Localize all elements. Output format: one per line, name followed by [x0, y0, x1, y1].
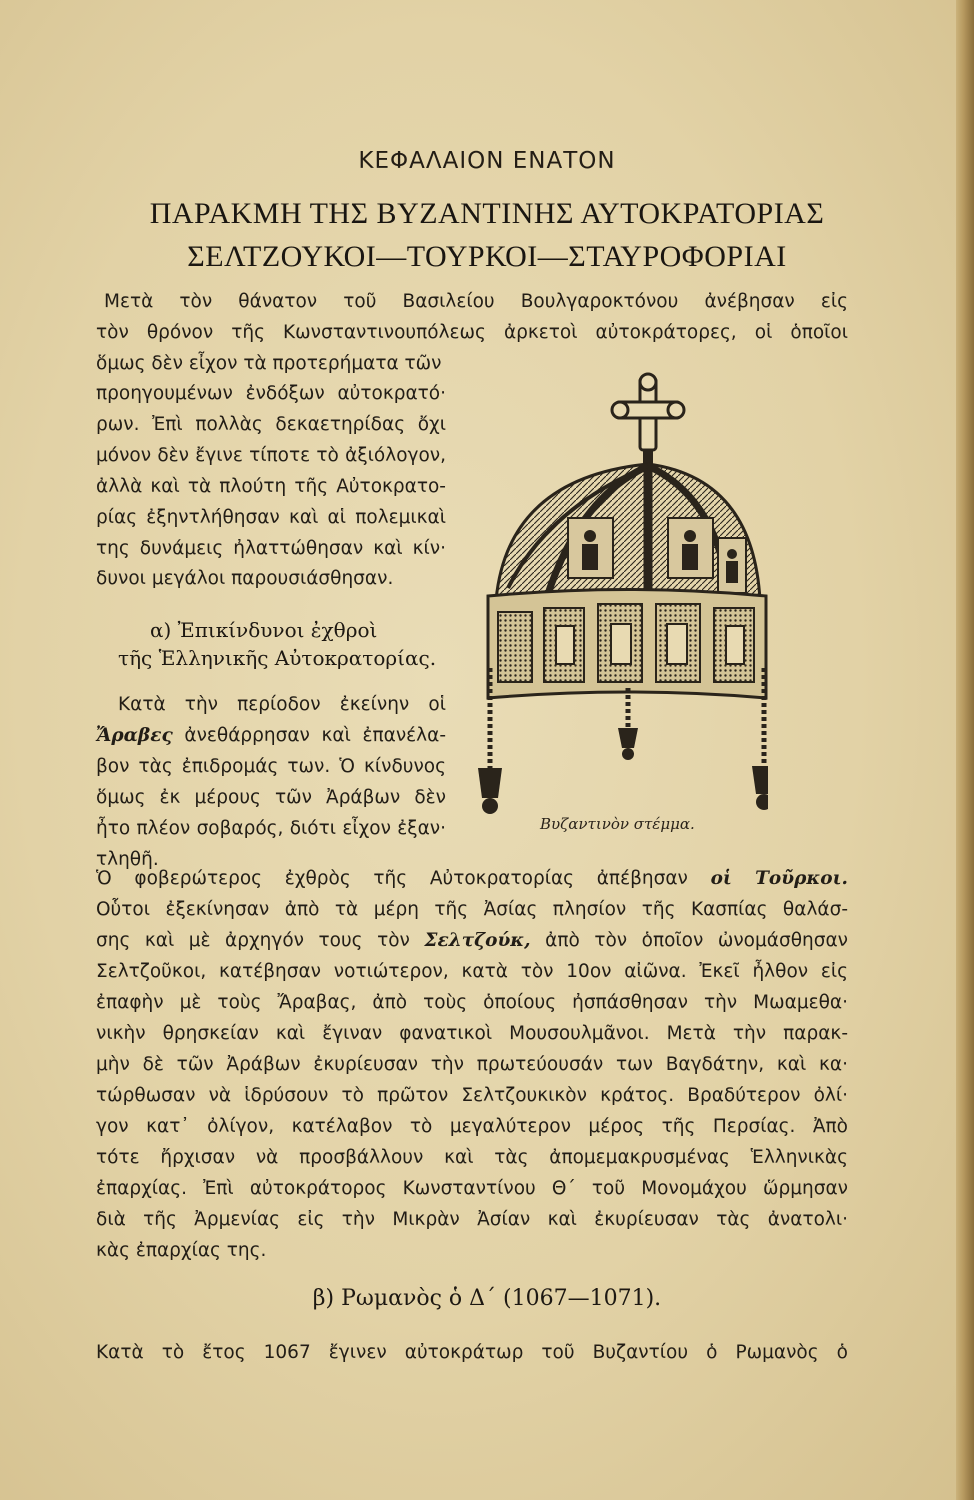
intro-line-10: δυνοι μεγάλοι παρουσιάσθησαν.: [96, 568, 394, 589]
turks-line-10: τότε ἤρχισαν νὰ προσβάλλουν καὶ τὰς ἀπομεμακρυσμένας Ἑλληνικὰς: [96, 1147, 848, 1168]
turks-line-1: [96, 868, 848, 889]
turks-line-9: γον κατ᾿ ὀλίγον, κατέλαβον τὸ μεγαλύτερον μέρος τῆς Περσίας. Ἀπὸ: [96, 1116, 848, 1137]
turks-line-5: ἐπαφὴν μὲ τοὺς Ἄραβας, ἀπὸ τοὺς ὁποίους ἠσπάσθησαν τὴν Μωαμεθα·: [96, 992, 848, 1013]
romanos-line-1: Κατὰ τὸ ἔτος 1067 ἔγινεν αὐτοκράτωρ τοῦ Βυζαντίου ὁ Ρωμανὸς ὁ: [96, 1342, 848, 1363]
turks-line-11: ἐπαρχίας. Ἐπὶ αὐτοκράτορος Κωνσταντίνου Θ΄ τοῦ Μονομάχου ὥρμησαν: [96, 1178, 848, 1199]
turks-line-3-rest: ἀπὸ τὸν ὁποῖον ὠνομάσθησαν: [530, 930, 848, 951]
subheading-b: β) Ρωμανὸς ὁ Δ΄ (1067—1071).: [312, 1286, 662, 1311]
intro-line-4: προηγουμένων ἐνδόξων αὐτοκρατό·: [96, 383, 446, 404]
turks-line-6: νικὴν θρησκείαν καὶ ἔγιναν φανατικοὶ Μουσουλμᾶνοι. Μετὰ τὴν παρακ-: [96, 1023, 848, 1044]
turks-line-2: Οὗτοι ἐξεκίνησαν ἀπὸ τὰ μέρη τῆς Ἀσίας πλησίον τῆς Κασπίας θαλάσ-: [96, 899, 848, 920]
subheading-a-line-1: α) Ἐπικίνδυνοι ἐχθροὶ: [150, 618, 378, 642]
crown-illustration: [468, 368, 768, 823]
arabs-line-5: ἦτο πλέον σοβαρός, διότι εἶχον ἐξαν·: [96, 818, 446, 839]
turks-line-3-start: σης καὶ μὲ ἀρχηγόν τους τὸν: [96, 930, 425, 951]
seltzouk-italic: Σελτζούκ,: [424, 930, 531, 951]
subheading-a-line-2: τῆς Ἑλληνικῆς Αὐτοκρατορίας.: [118, 646, 437, 670]
turks-line-3: [96, 930, 848, 951]
intro-line-8: ρίας ἐξηντλήθησαν καὶ αἱ πολεμικαὶ: [96, 507, 446, 528]
intro-line-5: ρων. Ἐπὶ πολλὰς δεκαετηρίδας ὄχι: [96, 414, 446, 435]
illustration-caption: Βυζαντινὸν στέμμα.: [540, 815, 695, 833]
turks-line-13: κὰς ἐπαρχίας της.: [96, 1240, 267, 1261]
turks-line-7: μὴν δὲ τῶν Ἀράβων ἐκυρίευσαν τὴν πρωτεύουσάν των Βαγδάτην, καὶ κα·: [96, 1054, 848, 1075]
chapter-title-line-1: ΠΑΡΑΚΜΗ ΤΗΣ ΒΥΖΑΝΤΙΝΗΣ ΑΥΤΟΚΡΑΤΟΡΙΑΣ: [149, 197, 825, 230]
intro-line-7: ἀλλὰ καὶ τὰ πλούτη τῆς Αὐτοκρατο-: [96, 476, 446, 497]
intro-line-1: Μετὰ τὸν θάνατον τοῦ Βασιλείου Βουλγαροκτόνου ἀνέβησαν εἰς: [104, 291, 848, 312]
crown-icon: [468, 368, 768, 823]
turks-line-1-start: Ὁ φοβερώτερος ἐχθρὸς τῆς Αὐτοκρατορίας ἀπέβησαν: [96, 868, 711, 889]
arabs-line-4: ὅμως ἐκ μέρους τῶν Ἀράβων δὲν: [96, 787, 446, 808]
intro-line-3: ὅμως δὲν εἶχον τὰ προτερήματα τῶν: [96, 353, 442, 374]
arabs-line-2: [96, 725, 446, 746]
turks-line-12: διὰ τῆς Ἀρμενίας εἰς τὴν Μικρὰν Ἀσίαν καὶ ἐκυρίευσαν τὰς ἀνατολι·: [96, 1209, 848, 1230]
arabs-italic-word: Ἄραβες: [96, 725, 173, 746]
arabs-line-2-rest: ἀνεθάρρησαν καὶ ἐπανέλα-: [172, 725, 446, 746]
arabs-line-6: τληθῆ.: [96, 849, 159, 870]
turks-line-8: τώρθωσαν νὰ ἱδρύσουν τὸ πρῶτον Σελτζουκικὸν κράτος. Βραδύτερον ὀλί·: [96, 1085, 848, 1106]
chapter-heading: ΚΕΦΑΛΑΙΟΝ ΕΝΑΤΟΝ: [358, 148, 616, 174]
arabs-line-3: βον τὰς ἐπιδρομάς των. Ὁ κίνδυνος: [96, 756, 446, 777]
chapter-title-line-2: ΣΕΛΤΖΟΥΚΟΙ—ΤΟΥΡΚΟΙ—ΣΤΑΥΡΟΦΟΡΙΑΙ: [187, 240, 787, 273]
intro-line-9: της δυνάμεις ἠλαττώθησαν καὶ κίν·: [96, 538, 446, 559]
intro-line-2: τὸν θρόνον τῆς Κωνσταντινουπόλεως ἀρκετοὶ αὐτοκράτορες, οἱ ὁποῖοι: [96, 322, 848, 343]
intro-line-6: μόνον δὲν ἔγινε τίποτε τὸ ἀξιόλογον,: [96, 445, 446, 466]
arabs-line-1: Κατὰ τὴν περίοδον ἐκείνην οἱ: [118, 694, 446, 715]
turks-italic: οἱ Τοῦρκοι.: [710, 868, 848, 889]
turks-line-4: Σελτζοῦκοι, κατέβησαν νοτιώτερον, κατὰ τὸν 10ον αἰῶνα. Ἐκεῖ ἦλθον εἰς: [96, 961, 848, 982]
